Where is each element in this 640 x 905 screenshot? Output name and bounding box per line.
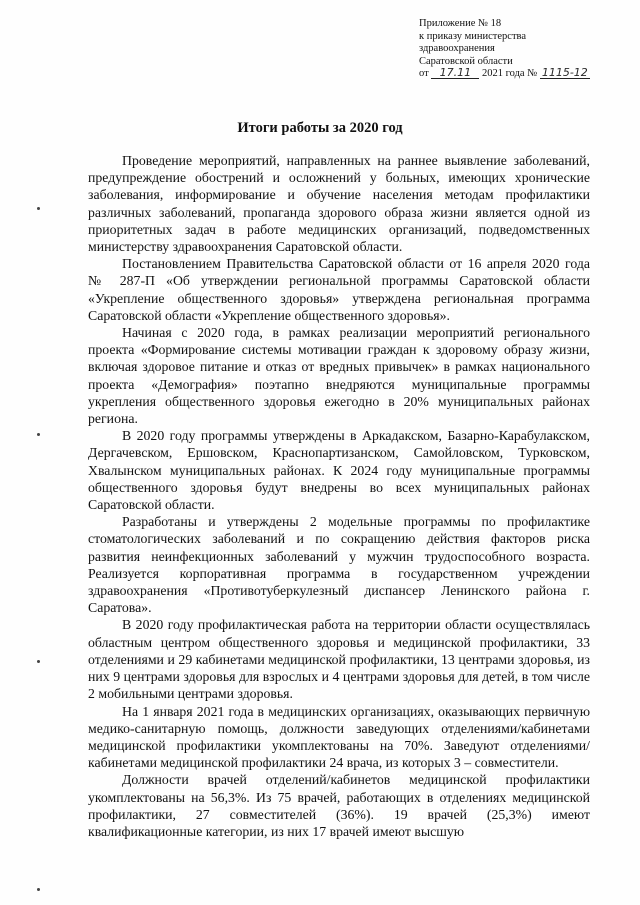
handwritten-date: 17.11 bbox=[431, 68, 479, 79]
appendix-line: Приложение № 18 bbox=[419, 18, 502, 29]
scan-margin-dot bbox=[37, 660, 40, 663]
scan-margin-dot bbox=[37, 433, 40, 436]
date-prefix: от bbox=[419, 68, 429, 79]
appendix-date-line bbox=[419, 68, 619, 81]
paragraph: Постановлением Правительства Саратовской области от 16 апреля 2020 года № 287-П «Об утверждении региональной программы Саратовской области «Укрепление общественного здоровья» утверждена региональная программа Саратовской области «Укрепление общественного здоровья». bbox=[88, 256, 590, 323]
paragraph: На 1 января 2021 года в медицинских организациях, оказывающих первичную медико-санитарную помощь, должности заведующих отделениями/кабинетами медицинской профилактики укомплектованы на 70%. Заведуют отделениями/кабинетами медицинской профилактики 24 врача, из которых 3 – совместители. bbox=[88, 703, 590, 771]
date-suffix: 2021 года № bbox=[481, 68, 538, 79]
handwritten-order-number: 1115-12 bbox=[541, 66, 588, 79]
scan-margin-dot bbox=[37, 207, 40, 210]
paragraph: В 2020 году профилактическая работа на территории области осуществлялась областным центром общественного здоровья и медицинской профилактики, 33 отделениями и 29 кабинетами медицинской профилактики, 13 центрами здоровья, из них 9 центрами здоровья для взрослых и 4 центрами здоровья для детей, в том числе 2 мобильными центрами здоровья. bbox=[88, 617, 590, 702]
paragraph: Начиная с 2020 года, в рамках реализации мероприятий регионального проекта «Формирование системы мотивации граждан к здоровому образу жизни, включая здоровое питание и отказ от вредных привычек» в рамках национального проекта «Демография» поэтапно внедряются муниципальные программы укрепления общественного здоровья ежегодно в 20% муниципальных районах региона. bbox=[88, 325, 590, 427]
appendix-header bbox=[419, 18, 619, 81]
document-body bbox=[88, 152, 590, 840]
appendix-line: здравоохранения bbox=[419, 43, 495, 54]
paragraph: Проведение мероприятий, направленных на раннее выявление заболеваний, предупреждение обострений и осложнений у больных, имеющих хронические заболевания, информирование и обучение населения методам профилактики различных заболеваний, пропаганда здорового образа жизни является одной из приоритетных задач в работе медицинских организаций, подведомственных министерству здравоохранения Саратовской области. bbox=[88, 153, 590, 255]
scan-margin-dot bbox=[37, 888, 40, 891]
appendix-line: Саратовской области bbox=[419, 55, 513, 67]
appendix-line: к приказу министерства bbox=[419, 30, 527, 42]
document-title: Итоги работы за 2020 год bbox=[237, 120, 403, 136]
paragraph: В 2020 году программы утверждены в Аркадакском, Базарно-Карабулакском, Дергачевском, Ершовском, Краснопартизанском, Самойловском, Турковском, Хвалынском муниципальных районах. К 2024 году муниципальные программы общественного здоровья будут внедрены во всех муниципальных районах Саратовской области. bbox=[88, 428, 590, 513]
paragraph: Разработаны и утверждены 2 модельные программы по профилактике стоматологических заболеваний и по сокращению действия факторов риска развития неинфекционных заболеваний у мужчин трудоспособного возраста. Реализуется корпоративная программа в государственном учреждении здравоохранения «Противотуберкулезный диспансер Ленинского района г. Саратова». bbox=[88, 514, 590, 616]
paragraph: Должности врачей отделений/кабинетов медицинской профилактики укомплектованы на 56,3%. Из 75 врачей, работающих в отделениях медицинской профилактики, 27 совместителей (36%). 19 врачей (25,3%) имеют квалификационные категории, из них 17 врачей имеют высшую bbox=[88, 772, 590, 839]
